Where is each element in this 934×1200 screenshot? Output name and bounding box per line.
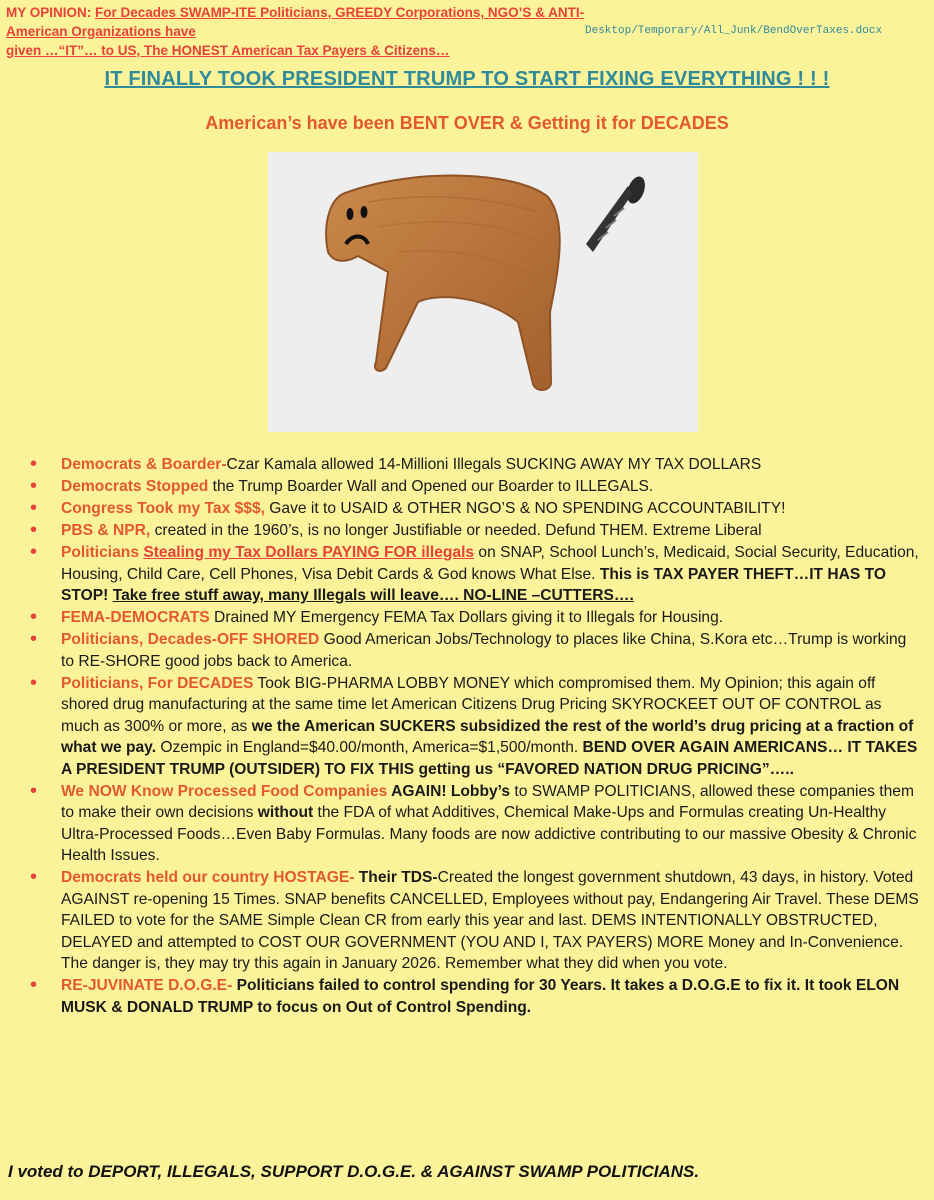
bullet-lead: FEMA-DEMOCRATS — [61, 609, 210, 626]
list-item — [30, 781, 920, 867]
list-item — [30, 867, 920, 975]
bullet-bold: AGAIN! Lobby’s — [387, 782, 511, 800]
bullet-lead: Politicians — [61, 544, 144, 561]
bullet-text: Gave it to USAID & OTHER NGO’S & NO SPENDING ACCOUNTABILITY! — [264, 500, 786, 517]
list-item — [30, 975, 920, 1018]
bullet-bold: Politicians failed to control spending for 30 Years. It takes a D.O.G.E to fix it. It took ELON MUSK & DONALD TRUMP to focus on Out of Control Spending. — [61, 977, 900, 1016]
file-path: Desktop/Temporary/All_Junk/BendOverTaxes.docx — [585, 25, 883, 37]
footer-statement: I voted to DEPORT, ILLEGALS, SUPPORT D.O.G.E. & AGAINST SWAMP POLITICIANS. — [8, 1162, 700, 1181]
bullet-lead: Democrats held our country HOSTAGE- — [61, 869, 355, 886]
bullet-bold: Their TDS- — [354, 869, 438, 886]
wooden-figure-photo — [268, 152, 698, 432]
bullet-lead: RE-JUVINATE D.O.G.E- — [61, 977, 233, 994]
bullet-list — [30, 454, 920, 1019]
bullet-lead: PBS & NPR, — [61, 522, 151, 539]
bullet-bold-underline: Take free stuff away, many Illegals will leave…. NO-LINE –CUTTERS…. — [112, 587, 634, 604]
bullet-lead: Politicians, Decades-OFF SHORED — [61, 631, 320, 648]
bullet-bold: BEND OVER AGAIN AMERICANS… IT TAKES A PRESIDENT TRUMP (OUTSIDER) TO FIX THIS getting us “FAVORED NATION DRUG PRICING”….. — [61, 739, 918, 778]
bullet-text: to SWAMP POLITICIANS, allowed these companies them to make their own decisions — [61, 782, 914, 821]
list-item — [30, 607, 920, 629]
opinion-line-1: For Decades SWAMP-ITE Politicians, GREEDY Corporations, NGO’S & ANTI-American Organizations have — [6, 5, 585, 39]
bullet-text: the FDA of what Additives, Chemical Make-Ups and Formulas creating Un-Healthy Ultra-Processed Foods…Even Baby Formulas. Many foods are now addictive contributing to our massive Obesity & Chronic Health Issues. — [61, 804, 917, 864]
bullet-text: Good American Jobs/Technology to places like China, S.Kora etc…Trump is working to RE-SHORE good jobs back to America. — [61, 631, 907, 670]
bullet-bold: This is TAX PAYER THEFT…IT HAS TO STOP! — [61, 565, 887, 604]
opinion-line-2: given …“IT”… to US, The HONEST American Tax Payers & Citizens… — [6, 43, 450, 58]
bullet-text: on SNAP, School Lunch’s, Medicaid, Social Security, Education, Housing, Child Care, Cell Phones, Visa Debit Cards & God knows What Else. — [61, 544, 919, 583]
opinion-label: MY OPINION: — [6, 5, 92, 20]
list-item — [30, 542, 920, 607]
bullet-lead: Politicians, For DECADES — [61, 674, 254, 692]
list-item — [30, 454, 920, 476]
list-item — [30, 498, 920, 520]
bullet-lead: Democrats Stopped — [61, 478, 209, 495]
list-item — [30, 520, 920, 542]
bullet-bold: without — [257, 804, 314, 821]
list-item — [30, 673, 920, 781]
bullet-lead: Democrats & Boarder- — [61, 456, 227, 473]
bullet-text: the Trump Boarder Wall and Opened our Boarder to ILLEGALS. — [208, 478, 654, 495]
page-title: IT FINALLY TOOK PRESIDENT TRUMP TO START FIXING EVERYTHING ! ! ! — [104, 68, 830, 90]
list-item — [30, 629, 920, 672]
bullet-emphasis: Stealing my Tax Dollars PAYING FOR illegals — [143, 544, 475, 561]
bullet-text: Took BIG-PHARMA LOBBY MONEY which compromised them. My Opinion; this again off shored drug manufacturing at the same time let American Citizens Drug Pricing SKYROCKEET OUT OF CONTROL as much as 300% or more, as — [61, 674, 882, 735]
bullet-bold: we the American SUCKERS subsidized the rest of the world’s drug pricing at a fraction of what we pay. — [61, 717, 914, 756]
bullet-text: Created the longest government shutdown, 43 days, in history. Voted AGAINST re-opening 15 Times. SNAP benefits CANCELLED, Employees without pay, Endangering Air Travel. These DEMS FAILED to vote for the SAME Simple Clean CR from early this year and last. DEMS INTENTIONALLY OBSTRUCTED, DELAYED and attempted to COST OUR GOVERNMENT (YOU AND I, TAX PAYERS) MORE Money and In-Convenience. The danger is, they may try this again in January 2026. Remember what they did when you vote. — [61, 869, 919, 972]
list-item — [30, 476, 920, 498]
bullet-lead: Congress Took my Tax $$$, — [61, 500, 265, 517]
opinion-header — [6, 3, 606, 60]
bullet-text: Drained MY Emergency FEMA Tax Dollars giving it to Illegals for Housing. — [209, 609, 724, 626]
bullet-text: created in the 1960’s, is no longer Justifiable or needed. Defund THEM. Extreme Liberal — [150, 522, 762, 539]
bullet-lead: We NOW Know Processed Food Companies — [61, 782, 388, 800]
bullet-text: Ozempic in England=$40.00/month, America=$1,500/month. — [156, 739, 583, 756]
page-subtitle: American’s have been BENT OVER & Getting it for DECADES — [205, 113, 729, 133]
bullet-text: Czar Kamala allowed 14-Millioni Illegals SUCKING AWAY MY TAX DOLLARS — [226, 456, 762, 473]
